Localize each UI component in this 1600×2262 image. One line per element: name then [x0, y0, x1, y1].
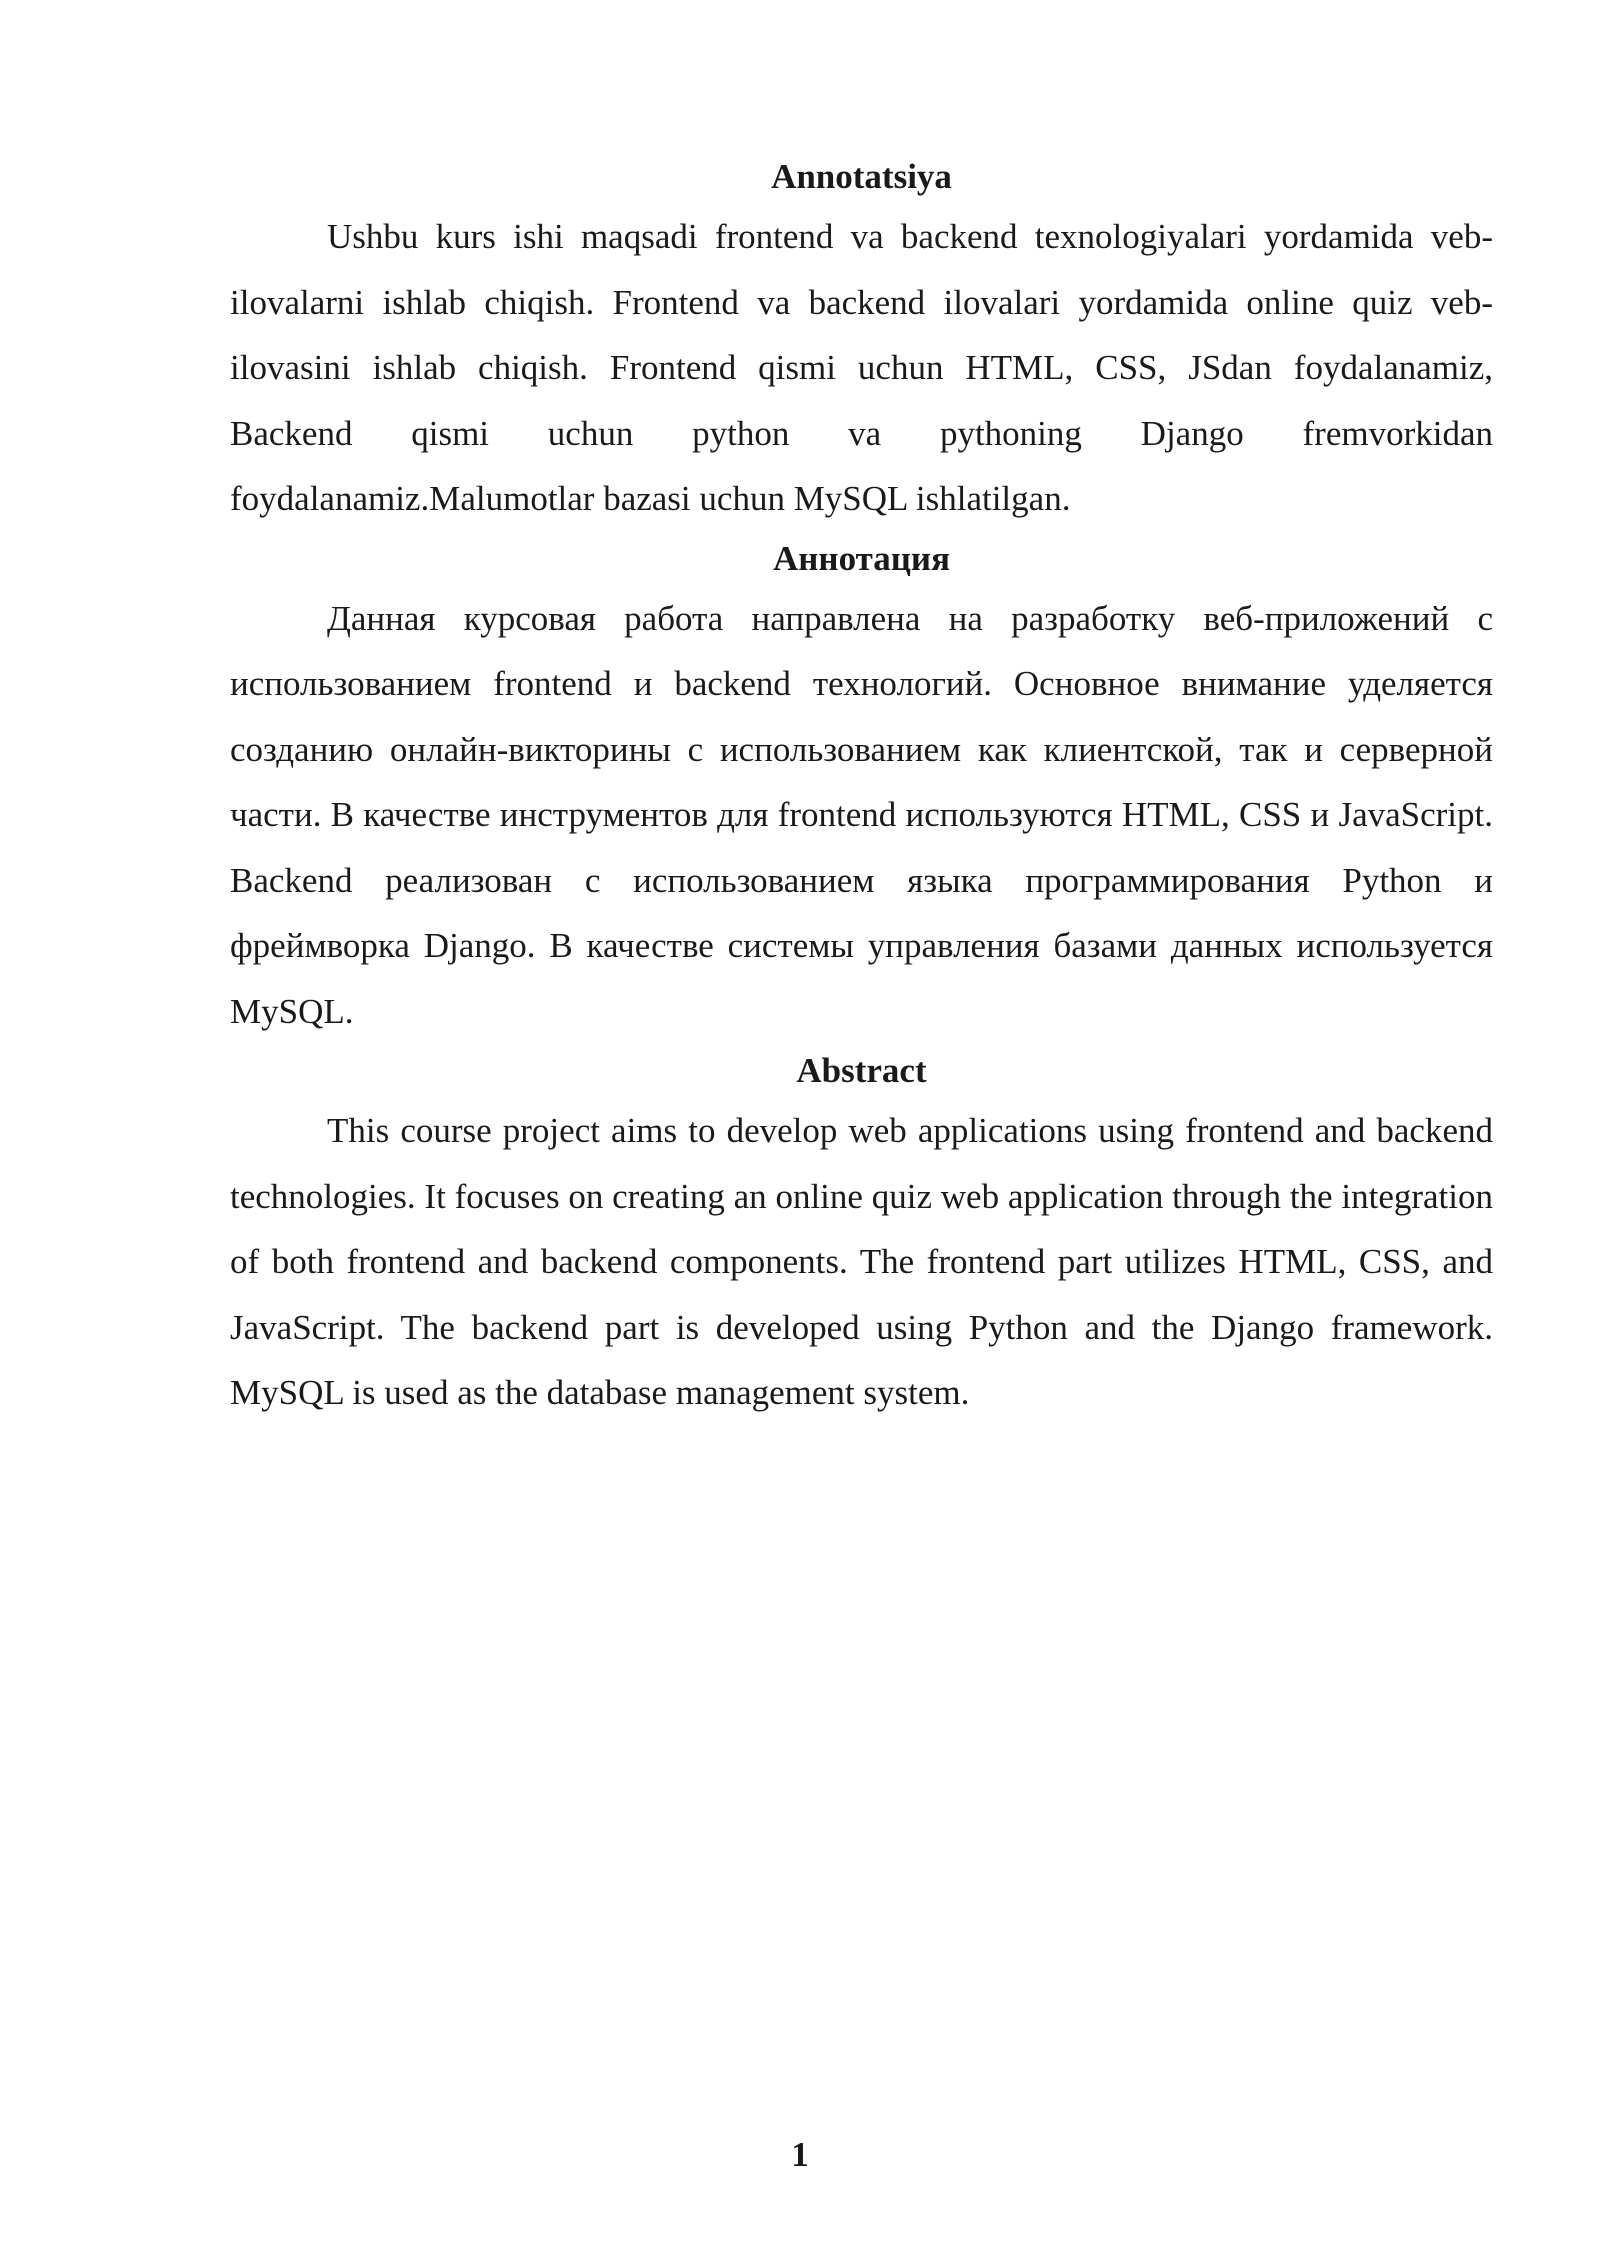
section-title-uzbek: Annotatsiya — [771, 157, 952, 196]
section-title-russian: Аннотация — [772, 538, 951, 578]
page-number: 1 — [791, 2135, 809, 2174]
section-body-uzbek: Ushbu kurs ishi maqsadi frontend va backend texnologiyalari yordamida veb-ilovalarni ishlab chiqish. Frontend va backend ilovalari yordamida online quiz veb-ilovasini ishlab chiqish. Frontend qismi uchun HTML, CSS, JSdan foydalanamiz, Backend qismi uchun python va pythoning Django fremvorkidan foydalanamiz.Malumotlar bazasi uchun MySQL ishlatilgan. — [230, 217, 1493, 518]
section-body-russian: Данная курсовая работа направлена на разработку веб-приложений с использованием frontend и backend технологий. Основное внимание уделяется созданию онлайн-викторины с использованием как клиентской, так и серверной части. В качестве инструментов для frontend используются HTML, CSS и JavaScript. Backend реализован с использованием языка программирования Python и фреймворка Django. В качестве системы управления базами данных используется MySQL. — [230, 598, 1493, 1031]
section-body-english: This course project aims to develop web applications using frontend and backend technologies. It focuses on creating an online quiz web application through the integration of both frontend and backend components. The frontend part utilizes HTML, CSS, and JavaScript. The backend part is developed using Python and the Django framework. MySQL is used as the database management system. — [230, 1111, 1493, 1412]
document-page — [230, 150, 1493, 1426]
section-title-english: Abstract — [796, 1051, 927, 1090]
